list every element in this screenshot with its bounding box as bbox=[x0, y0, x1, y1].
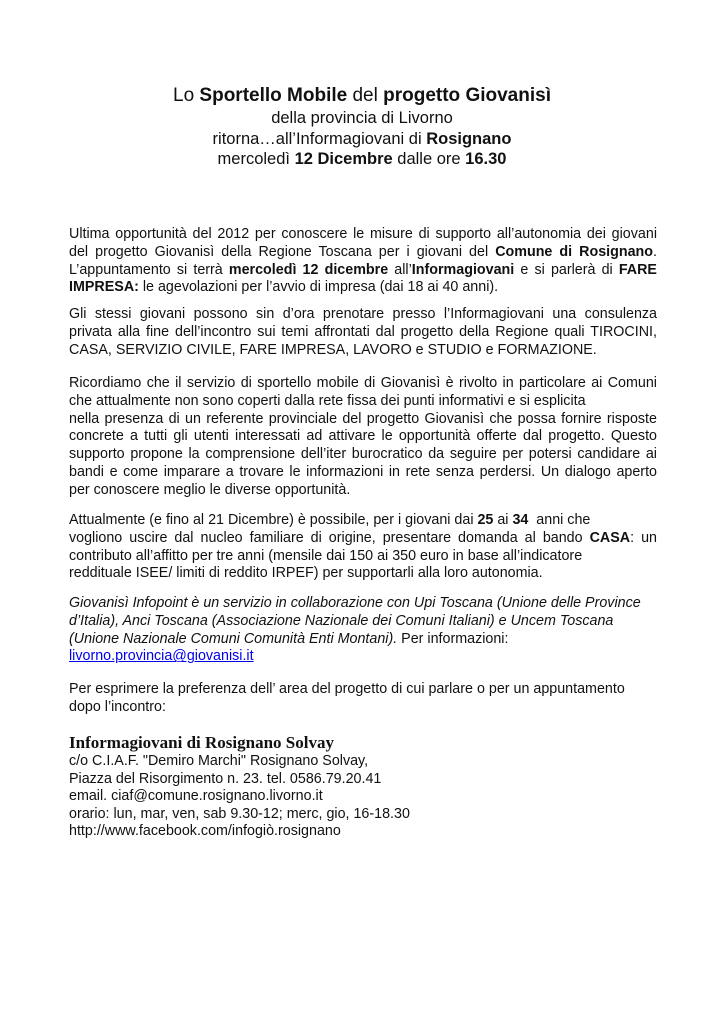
text-line: dopo l’incontro: bbox=[69, 698, 166, 715]
text-line: reddituale ISEE/ limiti di reddito IRPEF) per supportarli alla loro autonomia. bbox=[69, 565, 543, 582]
text-line bbox=[69, 512, 657, 530]
text-bold: IMPRESA: bbox=[69, 279, 139, 296]
paragraph-6 bbox=[69, 681, 657, 717]
contact-line: orario: lun, mar, ven, sab 9.30-12; merc, gio, 16-18.30 bbox=[69, 805, 410, 822]
text-run: le agevolazioni per l’avvio di impresa (dai 18 ai 40 anni). bbox=[138, 279, 499, 296]
text-run: e si parlerà di bbox=[514, 261, 619, 278]
contact-line: email. ciaf@comune.rosignano.livorno.it bbox=[69, 788, 323, 805]
title-block bbox=[0, 84, 724, 170]
text-bold: Comune di Rosignano bbox=[495, 243, 654, 260]
title-text: mercoledì bbox=[217, 150, 295, 168]
paragraph-2 bbox=[69, 306, 657, 359]
text-line: Per esprimere la preferenza dell’ area del progetto di cui parlare o per un appuntamento bbox=[69, 681, 625, 697]
title-line-2: della provincia di Livorno bbox=[271, 109, 453, 127]
text-line bbox=[69, 262, 657, 280]
title-bold: Sportello Mobile bbox=[199, 85, 348, 106]
paragraph-1 bbox=[69, 226, 657, 297]
text-line bbox=[69, 279, 657, 297]
paragraph-3 bbox=[69, 375, 657, 500]
title-line-1 bbox=[0, 84, 724, 108]
title-line-3 bbox=[0, 129, 724, 150]
text-bold: FARE bbox=[618, 261, 657, 278]
text-line: Giovanisì Infopoint è un servizio in collaborazione con Upi Toscana (Unione delle Province bbox=[69, 595, 641, 611]
text-line: nella presenza di un referente provinciale del progetto Giovanisì che possa fornire risposte bbox=[69, 410, 657, 427]
text-run: del progetto Giovanisì della Regione Toscana per i giovani del bbox=[69, 243, 496, 260]
text-run: . bbox=[653, 243, 658, 260]
text-bold: 25 bbox=[477, 512, 494, 528]
text-line: privata alla fine dell’incontro sui temi affrontati dal progetto della Regione quali TIROCINI, bbox=[69, 323, 657, 340]
text-run: anni che bbox=[528, 512, 591, 528]
text-line bbox=[69, 648, 657, 666]
text-italic: (Unione Nazionale Comuni Comunità Enti Montani). bbox=[69, 630, 398, 647]
text-run: vogliono uscire dal nucleo familiare di origine, presentare domanda al bando bbox=[69, 529, 590, 546]
title-text: Lo bbox=[173, 85, 200, 106]
title-text: ritorna…all’Informagiovani di bbox=[212, 129, 427, 148]
text-line: d’Italia), Anci Toscana (Associazione Nazionale dei Comuni Italiani) e Uncem Toscana bbox=[69, 612, 614, 629]
text-line: supporto propone la comprensione dell’iter burocratico da seguire per potersi candidare ai bbox=[69, 446, 657, 463]
text-run: L’appuntamento si terrà bbox=[69, 261, 229, 278]
text-bold: 34 bbox=[512, 512, 529, 528]
text-line bbox=[69, 244, 657, 262]
title-text: del bbox=[347, 85, 384, 106]
text-line: CASA, SERVIZIO CIVILE, FARE IMPRESA, LAVORO e STUDIO e FORMAZIONE. bbox=[69, 341, 597, 358]
text-bold: Informagiovani bbox=[411, 261, 515, 278]
email-link[interactable]: livorno.provincia@giovanisi.it bbox=[69, 648, 254, 665]
title-bold: 16.30 bbox=[465, 150, 507, 168]
text-run: Attualmente (e fino al 21 Dicembre) è possibile, per i giovani dai bbox=[69, 512, 478, 528]
text-line: bandi e come imparare a trovare le informazioni in rete senza perdersi. Un dialogo aperto bbox=[69, 463, 657, 480]
text-line: che attualmente non sono coperti dalla rete fissa dei punti informativi e si esplicita bbox=[69, 392, 586, 409]
text-line: concrete a tutti gli utenti interessati ad attivare le opportunità offerte dal progetto. Questo bbox=[69, 428, 657, 445]
text-bold: mercoledì 12 dicembre bbox=[228, 261, 389, 278]
title-bold: Rosignano bbox=[426, 129, 512, 148]
text-line: Gli stessi giovani possono sin d’ora prenotare presso l’Informagiovani una consulenza bbox=[69, 306, 657, 322]
text-run: all’ bbox=[388, 261, 412, 278]
contact-line: Piazza del Risorgimento n. 23. tel. 0586.79.20.41 bbox=[69, 770, 382, 787]
text-line bbox=[69, 631, 657, 649]
text-line: per conoscere meglio le diverse opportunità. bbox=[69, 481, 351, 498]
text-line: Ultima opportunità del 2012 per conoscere le misure di supporto all’autonomia dei giovani bbox=[69, 226, 657, 242]
contact-line: c/o C.I.A.F. "Demiro Marchi" Rosignano Solvay, bbox=[69, 753, 369, 769]
text-run: Per informazioni: bbox=[397, 630, 509, 647]
text-line bbox=[69, 530, 657, 548]
title-text: dalle ore bbox=[392, 150, 466, 168]
text-run: ai bbox=[493, 512, 513, 528]
text-run: : un bbox=[630, 529, 657, 546]
title-bold: progetto Giovanisì bbox=[383, 85, 551, 106]
text-line: contributo all’affitto per tre anni (mensile dai 150 ai 350 euro in base all’indicatore bbox=[69, 547, 583, 564]
contact-line: http://www.facebook.com/infogiò.rosignano bbox=[69, 823, 341, 840]
paragraph-4 bbox=[69, 512, 657, 583]
title-bold: 12 Dicembre bbox=[294, 150, 393, 168]
text-line: Ricordiamo che il servizio di sportello mobile di Giovanisì è rivolto in particolare ai Comuni bbox=[69, 375, 657, 391]
contact-heading: Informagiovani di Rosignano Solvay bbox=[69, 733, 334, 752]
contact-block bbox=[69, 733, 669, 841]
title-line-4 bbox=[0, 149, 724, 170]
paragraph-5 bbox=[69, 595, 657, 666]
text-bold: CASA bbox=[589, 529, 631, 546]
